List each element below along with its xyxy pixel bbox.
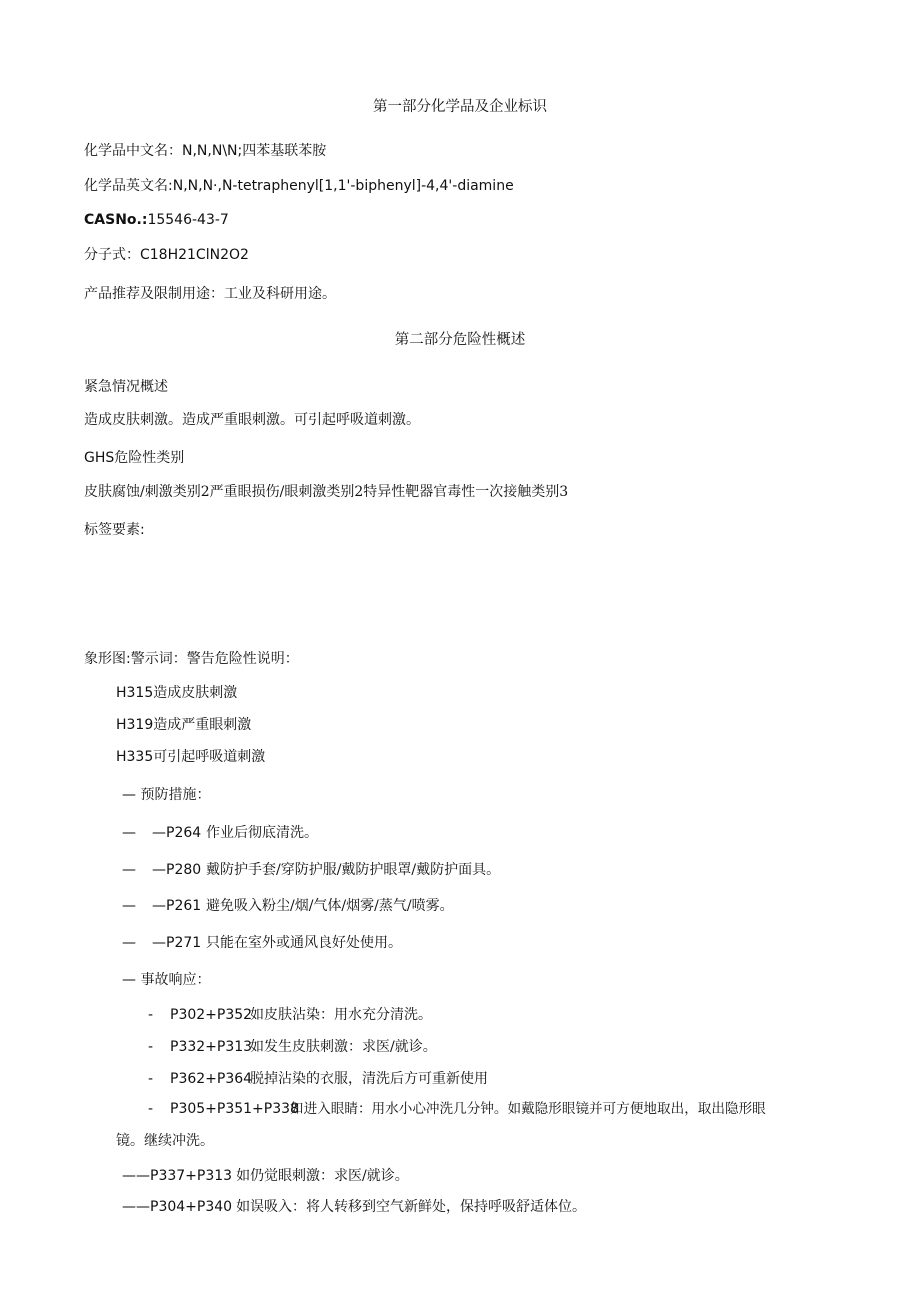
response-heading: — 事故响应： [122,972,211,988]
ghs-heading: GHS危险性类别 [84,450,185,466]
response-dash: - [148,1007,154,1023]
hazard-code: H335 [116,749,154,765]
use-label: 产品推荐及限制用途： [84,286,224,302]
english-name-value: N,N,N·,N-tetraphenyl[1,1'-biphenyl]-4,4'-diamine [172,178,514,194]
prevention-code: —P271 [152,935,202,951]
chinese-name-row [84,142,326,160]
response-item [122,1198,586,1216]
response-code: P362+P364 [170,1071,253,1087]
ghs-text: 皮肤腐蚀/刺激类别2严重眼损伤/眼刺激类别2特异性靶器官毒性一次接触类别3 [84,484,569,500]
prevention-item [122,861,501,879]
prevention-item [122,897,454,915]
prevention-dash: — [122,935,136,951]
response-dash: - [148,1071,154,1087]
prevention-dash: — [122,898,136,914]
prevention-text: 作业后彻底清洗。 [206,825,318,841]
response-code: P302+P352 [170,1007,253,1023]
response-dash: - [148,1039,154,1055]
response-item [122,1167,409,1185]
cas-value: 15546-43-7 [147,212,229,228]
hazard-statement [116,684,237,702]
prevention-text: 避免吸入粉尘/烟/气体/烟雾/蒸气/喷雾。 [206,898,454,914]
use-row [84,285,336,303]
prevention-code: —P264 [152,825,202,841]
prevention-text: 戴防护手套/穿防护服/戴防护眼罩/戴防护面具。 [206,862,501,878]
cas-label: CASNo.: [84,212,148,228]
response-text: 如进入眼睛：用水小心冲洗几分钟。如戴隐形眼镜并可方便地取出，取出隐形眼 [290,1101,766,1117]
response-item [148,1038,437,1056]
response-text: 脱掉沾染的衣服，清洗后方可重新使用 [250,1071,488,1087]
formula-value: C18H21ClN2O2 [140,247,249,263]
response-item [148,1006,432,1024]
hazard-statement [116,748,265,766]
chinese-name-label: 化学品中文名： [84,143,182,159]
hazard-text: 造成严重眼刺激 [153,717,252,733]
hazard-statement [116,716,251,734]
pictogram-line: 象形图:警示词：警告危险性说明： [84,651,299,667]
emergency-text: 造成皮肤刺激。造成严重眼刺激。可引起呼吸道刺激。 [84,412,420,428]
prevention-item [122,824,318,842]
response-dash: - [148,1101,154,1117]
cas-row [84,211,229,229]
response-text: 如仍觉眼刺激：求医/就诊。 [236,1168,409,1184]
english-name-label: 化学品英文名: [84,178,173,194]
response-code: P305+P351+P338 [170,1101,299,1117]
emergency-heading: 紧急情况概述 [84,379,168,395]
section-2-title: 第二部分危险性概述 [394,332,526,348]
response-item [148,1100,766,1118]
prevention-heading: — 预防措施： [122,787,211,803]
use-value: 工业及科研用途。 [224,286,336,302]
response-text: 如皮肤沾染：用水充分清洗。 [250,1007,432,1023]
prevention-code: —P280 [152,862,202,878]
response-continuation: 镜。继续冲洗。 [116,1133,214,1149]
hazard-code: H315 [116,685,154,701]
response-item [148,1070,488,1088]
hazard-text: 造成皮肤刺激 [153,685,238,701]
english-name-row [84,177,514,195]
formula-row [84,246,249,264]
response-code: ——P337+P313 [122,1168,233,1184]
prevention-text: 只能在室外或通风良好处使用。 [206,935,402,951]
label-elements: 标签要素: [84,522,145,538]
formula-label: 分子式： [84,247,140,263]
response-code: P332+P313 [170,1039,253,1055]
chinese-name-value: N,N,N\N;四苯基联苯胺 [182,143,327,159]
prevention-dash: — [122,825,136,841]
section-1-title: 第一部分化学品及企业标识 [373,99,547,115]
response-code: ——P304+P340 [122,1199,233,1215]
prevention-code: —P261 [152,898,202,914]
hazard-code: H319 [116,717,154,733]
response-text: 如误吸入：将人转移到空气新鲜处，保持呼吸舒适体位。 [236,1199,587,1215]
hazard-text: 可引起呼吸道刺激 [153,749,266,765]
response-text: 如发生皮肤刺激：求医/就诊。 [250,1039,437,1055]
prevention-dash: — [122,862,136,878]
prevention-item [122,934,402,952]
